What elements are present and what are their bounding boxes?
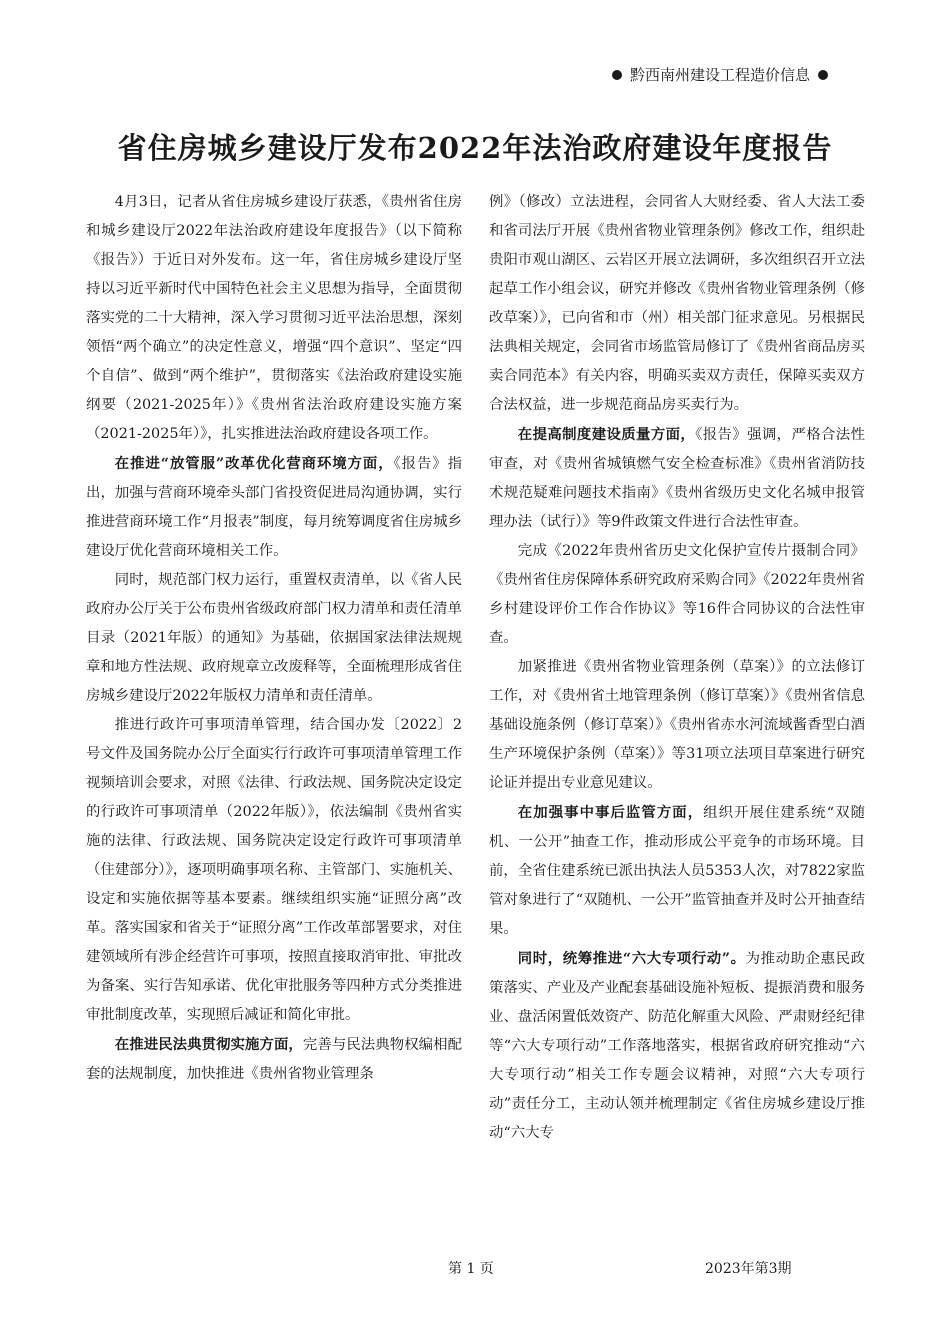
left-column [86, 188, 462, 1248]
right-column [489, 188, 865, 1248]
paragraph [86, 711, 462, 1030]
publication-name: 黔西南州建设工程造价信息 [629, 66, 810, 84]
paragraph [489, 944, 865, 1148]
paragraph-text: 为推动助企惠民政策落实、产业及产业配套基础设施补短板、提振消费和服务业、盘活闲置低效资产、防范化解重大风险、严肃财经纪律等“六大专项行动”工作落地落实，根据省政府研究推动“六大专项行动”相关工作专题会议精神，对照“六大专项行动”责任分工，主动认领并梳理制定《省住房城乡建设厅推动“六大专 [489, 951, 865, 1141]
paragraph [489, 653, 865, 798]
paragraph-text: 4月3日，记者从省住房城乡建设厅获悉，《贵州省住房和城乡建设厅2022年法治政府建设年度报告》（以下简称《报告》）于近日对外发布。这一年，省住房城乡建设厅坚持以习近平新时代中国特色社会主义思想为指导，全面贯彻落实党的二十大精神，深入学习贯彻习近平法治思想，深刻领悟“两个确立”的决定性意义，增强“四个意识”、坚定“四个自信”、做到“两个维护”，贯彻落实《法治政府建设实施纲要（2021-2025年）》《贵州省法治政府建设实施方案（2021-2025年）》，扎实推进法治政府建设各项工作。 [86, 194, 462, 442]
paragraph-lead: 在推进民法典贯彻实施方面， [114, 1036, 303, 1053]
paragraph-text: 推进行政许可事项清单管理，结合国办发〔2022〕2号文件及国务院办公厅全面实行行政许可事项清单管理工作视频培训会要求，对照《法律、行政法规、国务院决定设定的行政许可事项清单（2022年版）》，依法编制《贵州省实施的法律、行政法规、国务院决定设定行政许可事项清单（住建部分）》，逐项明确事项名称、主管部门、实施机关、设定和实施依据等基本要素。继续组织实施“证照分离”改革。落实国家和省关于“证照分离”工作改革部署要求，对住建领域所有涉企经营许可事项，按照直接取消审批、审批改为备案、实行告知承诺、优化审批服务等四种方式分类推进审批制度改革，实现照后减证和简化审批。 [86, 717, 462, 1023]
paragraph [86, 449, 462, 566]
paragraph [489, 537, 865, 653]
paragraph [86, 566, 462, 711]
paragraph-lead: 在加强事中事后监管方面， [517, 804, 704, 821]
paragraph [86, 188, 462, 449]
bullet-dot-right [818, 70, 828, 80]
paragraph-text: 完成《2022年贵州省历史文化保护宣传片摄制合同》《贵州省住房保障体系研究政府采购合同》《2022年贵州省乡村建设评价工作合作协议》等16件合同协议的合法性审查。 [489, 543, 865, 646]
paragraph [489, 798, 865, 944]
paragraph-text: 完善与民法典物权编相配套的法规制度，加快推进《贵州省物业管理条 [86, 1037, 462, 1082]
paragraph-text: 例》（修改）立法进程，会同省人大财经委、省人大法工委和省司法厅开展《贵州省物业管理条例》修改工作，组织赴贵阳市观山湖区、云岩区开展立法调研，多次组织召开立法起草工作小组会议，研究并修改《贵州省物业管理条例（修改草案）》，已向省和市（州）相关部门征求意见。另根据民法典相关规定，会同省市场监管局修订了《贵州省商品房买卖合同范本》有关内容，明确买卖双方责任，保障买卖双方合法权益，进一步规范商品房买卖行为。 [489, 194, 865, 413]
paragraph-lead: 在推进“放管服”改革优化营商环境方面， [114, 455, 394, 472]
paragraph-lead: 同时，统筹推进“六大专项行动”。 [517, 950, 746, 967]
publication-header [612, 64, 828, 85]
page-number: 第 1 页 [448, 1261, 494, 1277]
paragraph-lead: 在提高制度建设质量方面， [517, 426, 696, 443]
paragraph [86, 1030, 462, 1089]
paragraph-text: 同时，规范部门权力运行，重置权责清单，以《省人民政府办公厅关于公布贵州省级政府部门权力清单和责任清单目录（2021年版）的通知》为基础，依据国家法律法规规章和地方性法规、政府规章立改废释等，全面梳理形成省住房城乡建设厅2022年版权力清单和责任清单。 [86, 572, 462, 704]
article-title: 省住房城乡建设厅发布2022年法治政府建设年度报告 [117, 131, 833, 165]
paragraph-text: 组织开展住建系统“双随机、一公开”抽查工作，推动形成公平竞争的市场环境。目前，全省住建系统已派出执法人员5353人次，对7822家监管对象进行了“双随机、一公开”监管抽查并及时公开抽查结果。 [489, 805, 865, 937]
paragraph-continuation [489, 188, 865, 420]
paragraph-text: 《报告》指出，加强与营商环境牵头部门省投资促进局沟通协调，实行推进营商环境工作“月报表”制度，每月统筹调度省住房城乡建设厅优化营商环境相关工作。 [86, 456, 462, 559]
issue-number: 2023年第3期 [705, 1261, 792, 1277]
paragraph-text: 《报告》强调，严格合法性审查，对《贵州省城镇燃气安全检查标准》《贵州省消防技术规范疑难问题技术指南》《贵州省级历史文化名城申报管理办法（试行）》等9件政策文件进行合法性审查。 [489, 427, 865, 530]
paragraph [489, 420, 865, 537]
paragraph-text: 加紧推进《贵州省物业管理条例（草案）》的立法修订工作，对《贵州省土地管理条例（修订草案）》《贵州省信息基础设施条例（修订草案）》《贵州省赤水河流域酱香型白酒生产环境保护条例（草案）》等31项立法项目草案进行研究论证并提出专业意见建议。 [489, 659, 865, 791]
bullet-dot-left [612, 70, 622, 80]
